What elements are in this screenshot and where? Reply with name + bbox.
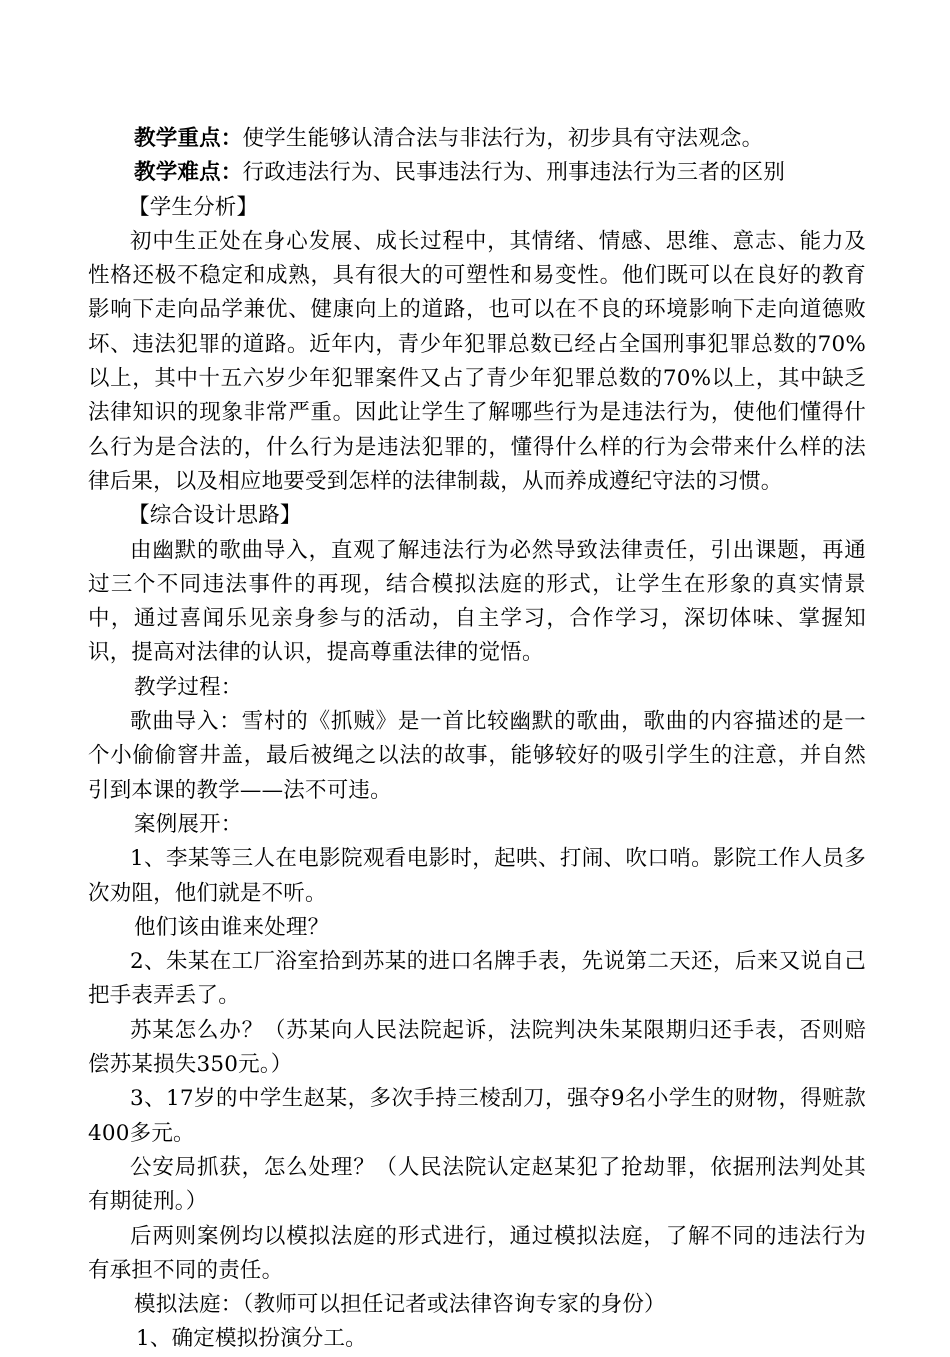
student-analysis-body: 初中生正处在身心发展、成长过程中，其情绪、情感、思维、意志、能力及性格还极不稳定和成熟，具有很大的可塑性和易变性。他们既可以在良好的教育影响下走向品学兼优、健康向上的道路，也可以在不良的环境影响下走向道德败坏、违法犯罪的道路。近年内，青少年犯罪总数已经占全国刑事犯罪总数的70%以上，其中十五六岁少年犯罪案件又占了青少年犯罪总数的70%以上，其中缺乏法律知识的现象非常严重。因此让学生了解哪些行为是违法行为，使他们懂得什么行为是合法的，什么行为是违法犯罪的，懂得什么样的行为会带来什么样的法律后果，以及相应地要受到怎样的法律制裁，从而养成遵纪守法的习惯。 bbox=[88, 228, 866, 494]
teaching-difficulty bbox=[88, 156, 866, 190]
case-3: 3、17岁的中学生赵某，多次手持三棱刮刀，强夺9名小学生的财物，得赃款400多元。 bbox=[88, 1086, 866, 1146]
focus-label: 教学重点： bbox=[134, 126, 243, 151]
mock-court-heading: 模拟法庭：（教师可以担任记者或法律咨询专家的身份） bbox=[134, 1292, 666, 1318]
case-2: 2、朱某在工厂浴室拾到苏某的进口名牌手表，先说第二天还，后来又说自己把手表弄丢了。 bbox=[88, 949, 866, 1009]
design-heading: 【综合设计思路】 bbox=[128, 503, 302, 529]
student-analysis-heading: 【学生分析】 bbox=[128, 194, 259, 220]
cases-heading: 案例展开： bbox=[134, 811, 243, 837]
song-intro: 歌曲导入：雪村的《抓贼》是一首比较幽默的歌曲，歌曲的内容描述的是一个小偷偷窨井盖，最后被绳之以法的故事，能够较好的吸引学生的注意，并自然引到本课的教学——法不可违。 bbox=[88, 709, 866, 803]
design-body: 由幽默的歌曲导入，直观了解违法行为必然导致法律责任，引出课题，再通过三个不同违法事件的再现，结合模拟法庭的形式，让学生在形象的真实情景中，通过喜闻乐见亲身参与的活动，自主学习，合作学习，深切体味、掌握知识，提高对法律的认识，提高尊重法律的觉悟。 bbox=[88, 537, 866, 666]
difficulty-text: 行政违法行为、民事违法行为、刑事违法行为三者的区别 bbox=[242, 160, 786, 186]
mock-court-step-1: 1、确定模拟扮演分工。 bbox=[136, 1326, 367, 1352]
case-3-question: 公安局抓获，怎么处理？（人民法院认定赵某犯了抢劫罪，依据刑法判处其有期徒刑。） bbox=[88, 1154, 866, 1215]
case-2-question: 苏某怎么办？（苏某向人民法院起诉，法院判决朱某限期归还手表，否则赔偿苏某损失350元。） bbox=[88, 1017, 866, 1078]
focus-text: 使学生能够认清合法与非法行为，初步具有守法观念。 bbox=[242, 126, 764, 151]
teaching-focus bbox=[88, 122, 866, 156]
difficulty-label: 教学难点： bbox=[134, 160, 243, 186]
document-body bbox=[88, 122, 866, 1357]
case-1-question: 他们该由谁来处理？ bbox=[134, 914, 330, 940]
process-heading: 教学过程： bbox=[134, 674, 243, 700]
case-1: 1、李某等三人在电影院观看电影时，起哄、打闹、吹口哨。影院工作人员多次劝阻，他们就是不听。 bbox=[88, 846, 866, 906]
mock-court-note: 后两则案例均以模拟法庭的形式进行，通过模拟法庭，了解不同的违法行为有承担不同的责任。 bbox=[88, 1223, 866, 1283]
